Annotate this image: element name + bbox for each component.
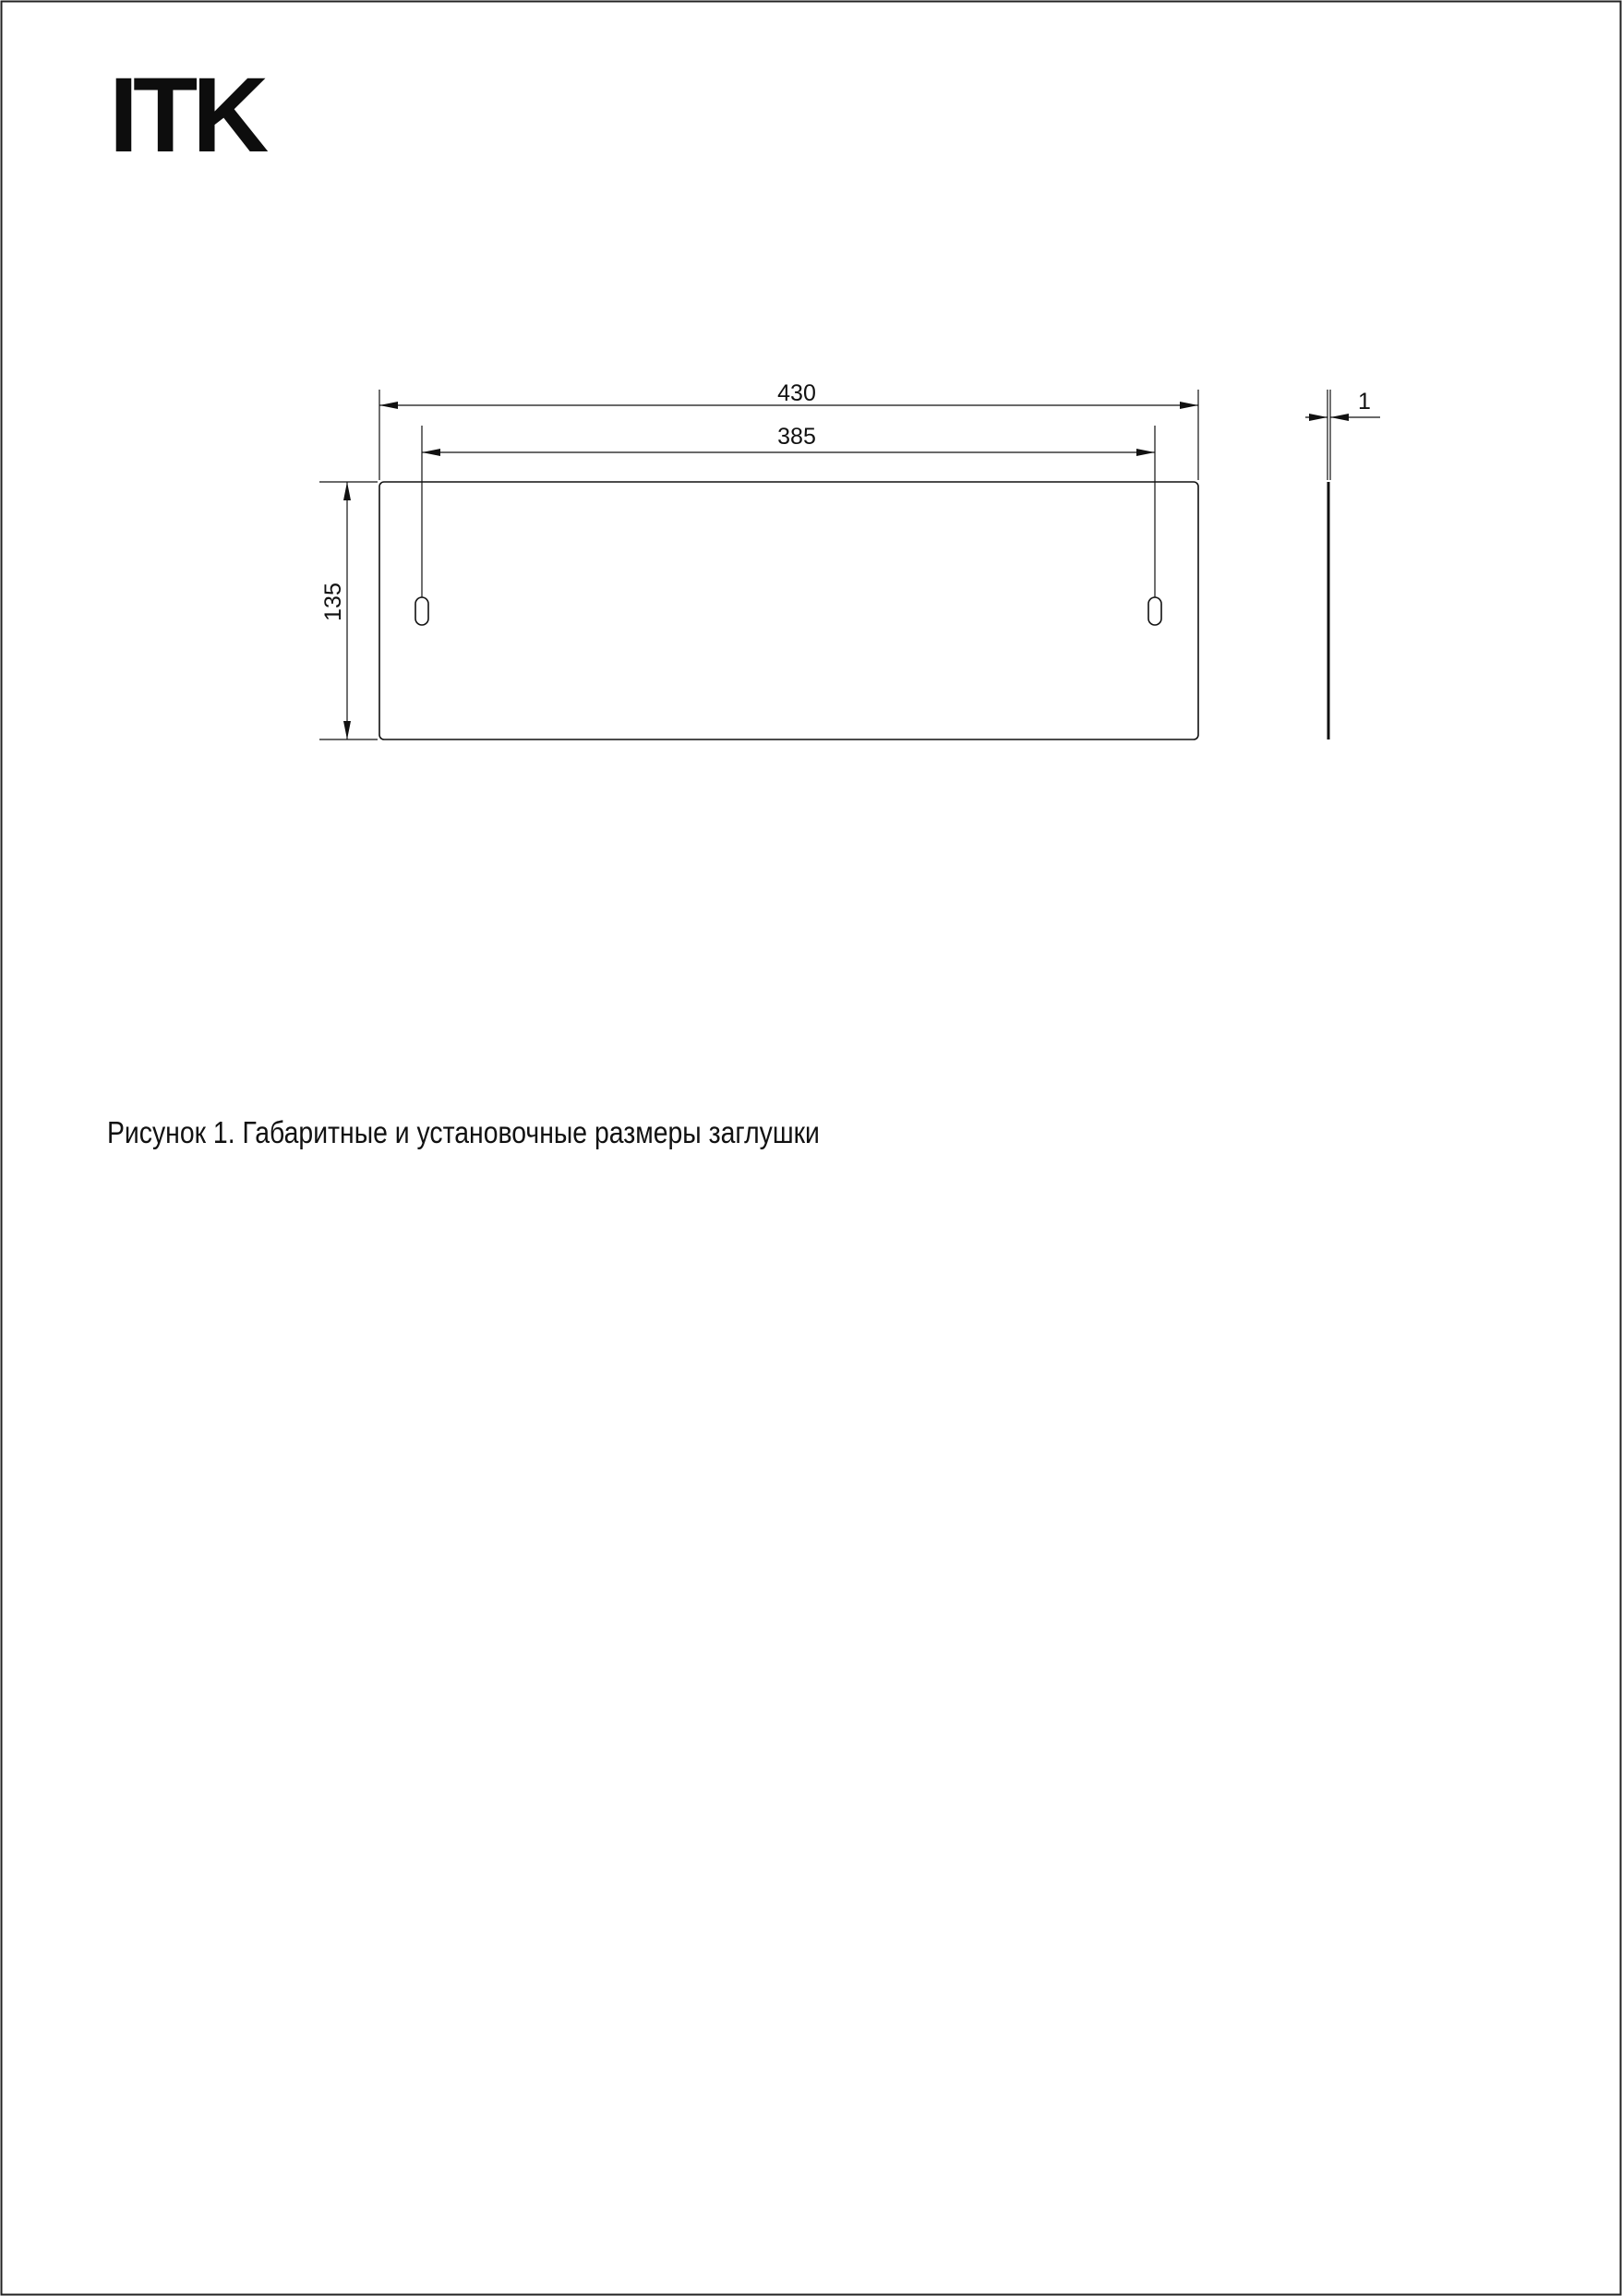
itk-logo xyxy=(109,56,268,174)
dimension-label-385: 385 xyxy=(777,424,816,450)
mounting-slot-left xyxy=(415,597,428,625)
figure-caption: Рисунок 1. Габаритные и установочные размеры заглушки xyxy=(107,1115,820,1149)
panel-side-view xyxy=(1305,390,1380,739)
dimension-mounting-pitch xyxy=(422,426,1155,597)
logo-lettering: ITK xyxy=(109,56,264,174)
mounting-slot-right xyxy=(1148,597,1161,625)
dimension-label-thickness: 1 xyxy=(1358,389,1371,415)
dimension-label-135: 135 xyxy=(320,583,346,621)
panel-front-view xyxy=(379,482,1198,739)
dimension-label-430: 430 xyxy=(777,380,816,406)
panel-outline xyxy=(379,482,1198,739)
